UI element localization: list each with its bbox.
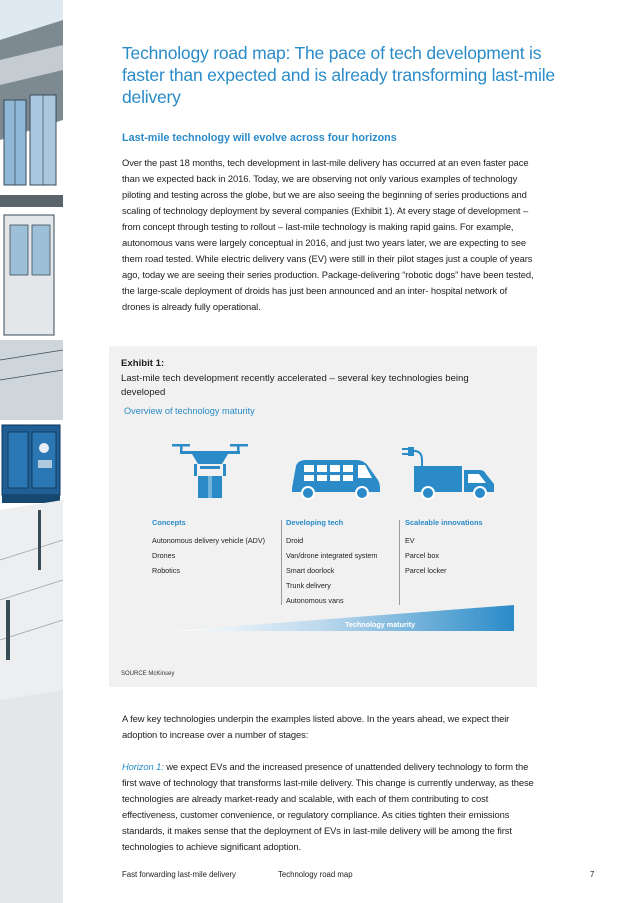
column-heading: Developing tech [286,518,344,527]
electric-van-icon [400,446,498,504]
intro-paragraph: Over the past 18 months, tech development in last-mile delivery has occurred at an even faster pace than we expected back in 2016. Today, we are observing not only various examples of technology piloting and testing across the globe, but we are also seeing the beginning of series productions and scaling of technology deployment by several companies (Exhibit 1). At every stage of development – from concept through testing to rollout – last-mile technology is making rapid gains. For example, autonomous vans were largely conceptual in 2016, and just two years later, we are expecting to see them road tested. While electric delivery vans (EV) were still in their pilot stages just a couple of years ago, today we are seeing their series production. Package-delivering “robotic dogs” have been tested, the large-scale deployment of droids has just been announced and an inter- hospital network of drones is already fully operational. [122,157,534,312]
maturity-label: Technology maturity [345,620,416,629]
source-note: SOURCE McKinsey [121,671,175,677]
column-scaleable-innovations [405,518,483,578]
page-number: 7 [590,870,595,879]
maturity-wedge [172,605,514,631]
list-item: Parcel box [405,551,439,560]
column-divider [281,520,282,605]
list-item: Robotics [152,566,180,575]
footer-section: Technology road map [278,870,353,879]
list-item: Parcel locker [405,566,447,575]
section-heading: Last-mile technology will evolve across four horizons [122,132,397,144]
list-item: Autonomous vans [286,596,344,605]
list-item: Autonomous delivery vehicle (ADV) [152,536,266,545]
exhibit-title: Last-mile tech development recently accelerated – several key technologies being developed [121,373,469,398]
list-item: Trunk delivery [286,581,331,590]
column-concepts [152,518,265,578]
list-item: Van/drone integrated system [286,551,378,560]
exhibit-subtitle: Overview of technology maturity [124,406,255,416]
horizon-paragraph [122,759,542,855]
list-item: Smart doorlock [286,566,335,575]
body-paragraph: A few key technologies underpin the examples listed above. In the years ahead, we expect their adoption to increase over a number of stages: [122,713,510,740]
column-developing-tech [286,518,377,608]
footer-document-title: Fast forwarding last-mile delivery [122,870,236,879]
side-illustration [0,0,63,903]
van-icon [286,456,382,502]
exhibit-label: Exhibit 1: [121,358,165,369]
horizon-label: Horizon 1: [122,761,164,772]
column-heading: Scaleable innovations [405,518,483,527]
list-item: Drones [152,551,176,560]
page-title: Technology road map: The pace of tech development is faster than expected and is already transforming last-mile delivery [122,43,555,107]
column-divider [399,520,400,605]
list-item: EV [405,536,415,545]
list-item: Droid [286,536,304,545]
column-heading: Concepts [152,518,186,527]
horizon-text: we expect EVs and the increased presence of unattended delivery technology to form the first wave of technology that transforms last-mile delivery. This change is currently underway, as these technologies are already market-ready and scalable, with each of them contributing to cost effectiveness, customer convenience, or regulatory compliance. As cities tighten their emissions standards, it makes sense that the deployment of EVs in last-mile delivery will be among the first technologies to achieve significant adoption. [122,761,534,852]
drone-icon [170,440,250,506]
